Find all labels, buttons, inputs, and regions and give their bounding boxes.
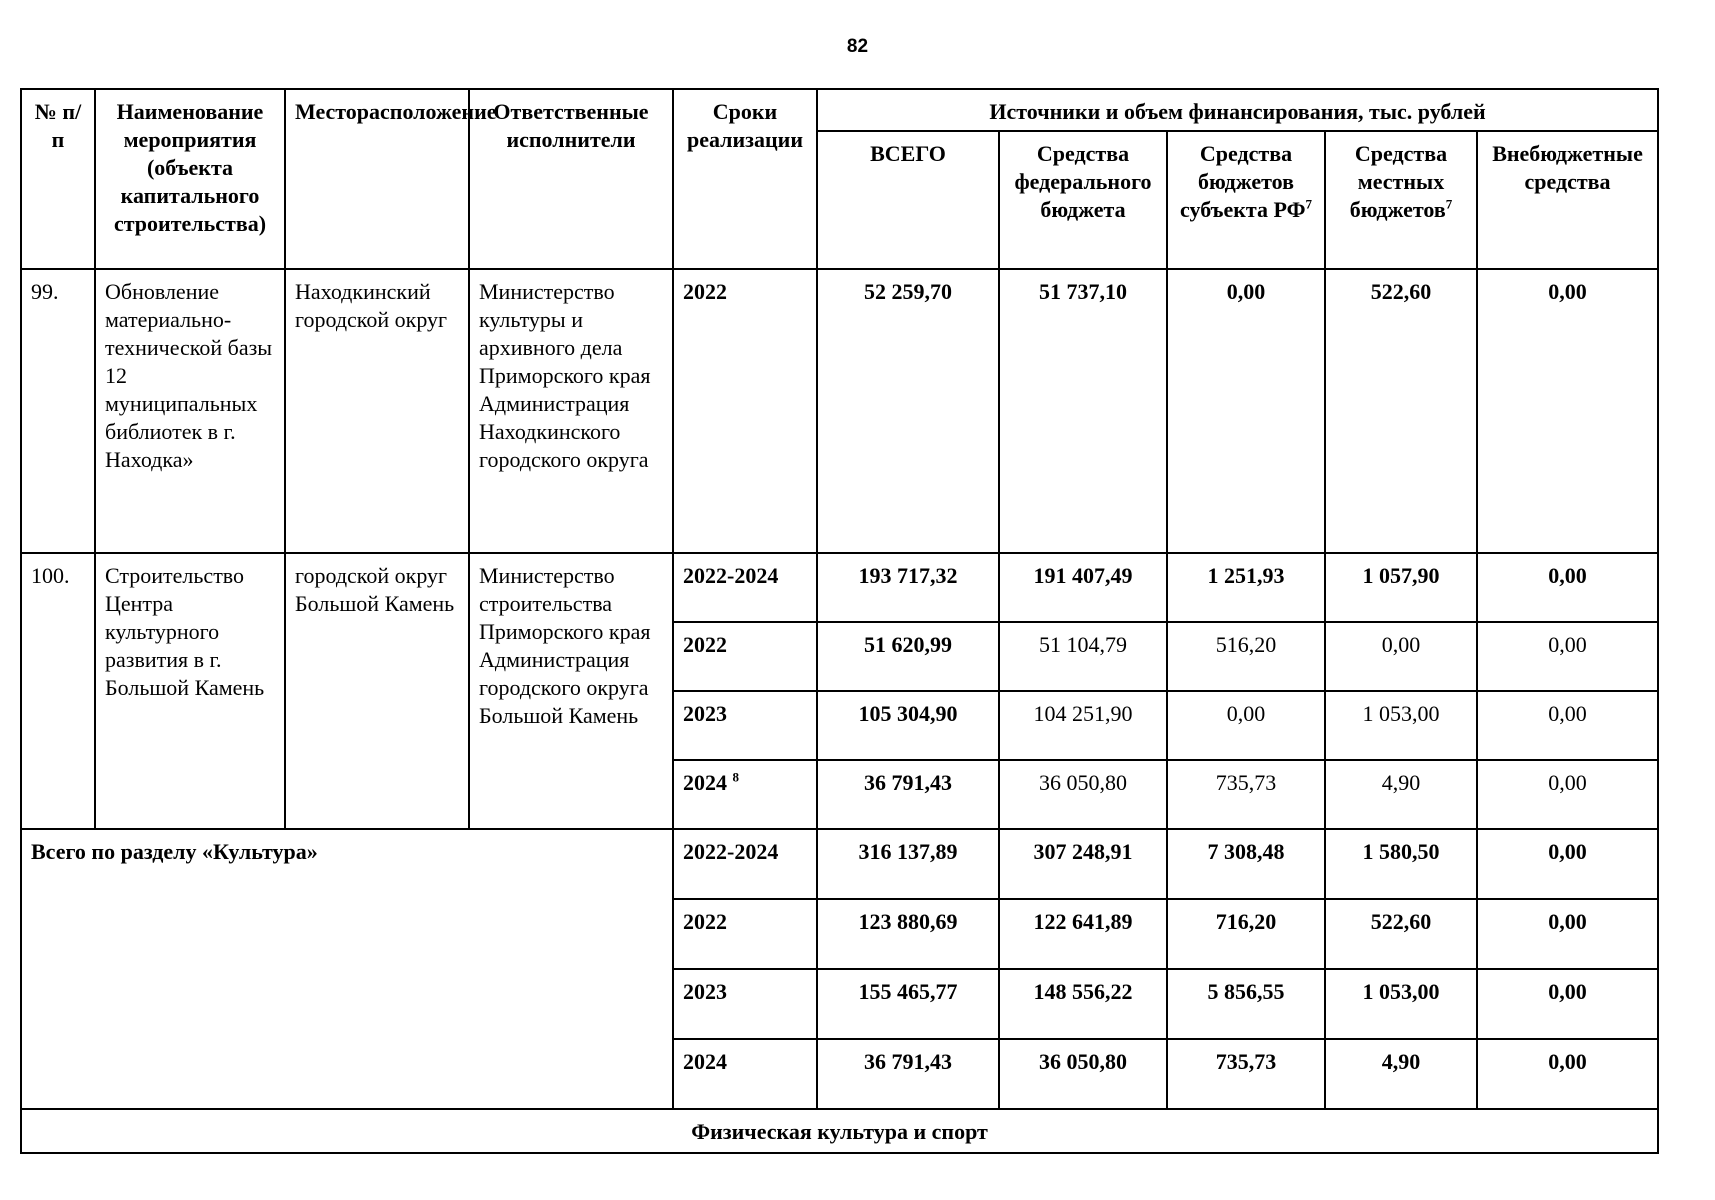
row-total: 105 304,90 <box>817 691 999 760</box>
row-extra: 0,00 <box>1477 553 1658 622</box>
total-extra: 0,00 <box>1477 1039 1658 1109</box>
header-funding-group: Источники и объем финансирования, тыс. рублей <box>817 89 1658 131</box>
row-federal: 36 050,80 <box>999 760 1167 829</box>
row-subject: 0,00 <box>1167 269 1325 553</box>
header-location: Месторасположение <box>285 89 469 269</box>
total-local: 1 053,00 <box>1325 969 1477 1039</box>
row-extra: 0,00 <box>1477 760 1658 829</box>
row-year-footnote: 8 <box>732 769 739 785</box>
total-label: Всего по разделу «Культура» <box>21 829 673 1109</box>
row-federal: 104 251,90 <box>999 691 1167 760</box>
table-row <box>21 553 1658 622</box>
header-row-1 <box>21 89 1658 131</box>
row-location: Находкинский городской округ <box>285 269 469 553</box>
total-extra: 0,00 <box>1477 969 1658 1039</box>
table-row <box>21 269 1658 553</box>
total-local: 1 580,50 <box>1325 829 1477 899</box>
total-federal: 36 050,80 <box>999 1039 1167 1109</box>
header-extra: Внебюджетные средства <box>1477 131 1658 269</box>
row-name: Обновление материально-технической базы 12 муниципальных библиотек в г. Находка» <box>95 269 285 553</box>
row-year-text: 2024 <box>683 770 727 795</box>
header-terms: Сроки реализации <box>673 89 817 269</box>
row-year: 2022-2024 <box>673 553 817 622</box>
total-extra: 0,00 <box>1477 899 1658 969</box>
row-responsible: Министерство культуры и архивного дела Приморского края Администрация Находкинского городского округа <box>469 269 673 553</box>
header-local-footnote: 7 <box>1445 196 1453 212</box>
header-total: ВСЕГО <box>817 131 999 269</box>
total-federal: 307 248,91 <box>999 829 1167 899</box>
row-year: 2022 <box>673 622 817 691</box>
page-number: 82 <box>846 36 869 57</box>
row-extra: 0,00 <box>1477 691 1658 760</box>
section-row <box>21 1109 1658 1153</box>
row-extra: 0,00 <box>1477 269 1658 553</box>
total-total: 36 791,43 <box>817 1039 999 1109</box>
row-year: 2022 <box>673 269 817 553</box>
row-total: 36 791,43 <box>817 760 999 829</box>
row-name: Строительство Центра культурного развития в г. Большой Камень <box>95 553 285 829</box>
header-local-text: Средства местных бюджетов <box>1349 141 1448 222</box>
total-extra: 0,00 <box>1477 829 1658 899</box>
header-federal: Средства федерального бюджета <box>999 131 1167 269</box>
total-local: 4,90 <box>1325 1039 1477 1109</box>
row-subject: 735,73 <box>1167 760 1325 829</box>
header-name: Наименование мероприятия (объекта капитального строительства) <box>95 89 285 269</box>
row-subject: 0,00 <box>1167 691 1325 760</box>
row-total: 193 717,32 <box>817 553 999 622</box>
row-federal: 51 737,10 <box>999 269 1167 553</box>
total-subject: 735,73 <box>1167 1039 1325 1109</box>
row-total: 52 259,70 <box>817 269 999 553</box>
total-subject: 7 308,48 <box>1167 829 1325 899</box>
header-responsible: Ответственные исполнители <box>469 89 673 269</box>
row-responsible: Министерство строительства Приморского края Администрация городского округа Большой Камень <box>469 553 673 829</box>
total-year: 2022-2024 <box>673 829 817 899</box>
row-subject: 516,20 <box>1167 622 1325 691</box>
total-subject: 716,20 <box>1167 899 1325 969</box>
total-federal: 122 641,89 <box>999 899 1167 969</box>
row-year: 2023 <box>673 691 817 760</box>
row-extra: 0,00 <box>1477 622 1658 691</box>
total-year: 2024 <box>673 1039 817 1109</box>
total-year: 2023 <box>673 969 817 1039</box>
row-federal: 51 104,79 <box>999 622 1167 691</box>
row-num: 99. <box>21 269 95 553</box>
total-local: 522,60 <box>1325 899 1477 969</box>
row-local: 4,90 <box>1325 760 1477 829</box>
total-row <box>21 829 1658 899</box>
row-total: 51 620,99 <box>817 622 999 691</box>
total-subject: 5 856,55 <box>1167 969 1325 1039</box>
header-num: № п/п <box>21 89 95 269</box>
header-subject-footnote: 7 <box>1305 196 1312 212</box>
row-local: 522,60 <box>1325 269 1477 553</box>
row-location: городской округ Большой Камень <box>285 553 469 829</box>
row-federal: 191 407,49 <box>999 553 1167 622</box>
total-total: 123 880,69 <box>817 899 999 969</box>
row-year <box>673 760 817 829</box>
row-subject: 1 251,93 <box>1167 553 1325 622</box>
total-total: 316 137,89 <box>817 829 999 899</box>
header-subject <box>1167 131 1325 269</box>
row-num: 100. <box>21 553 95 829</box>
header-local <box>1325 131 1477 269</box>
section-title: Физическая культура и спорт <box>21 1109 1658 1153</box>
total-total: 155 465,77 <box>817 969 999 1039</box>
total-year: 2022 <box>673 899 817 969</box>
total-federal: 148 556,22 <box>999 969 1167 1039</box>
row-local: 0,00 <box>1325 622 1477 691</box>
row-local: 1 053,00 <box>1325 691 1477 760</box>
row-local: 1 057,90 <box>1325 553 1477 622</box>
header-subject-text: Средства бюджетов субъекта РФ <box>1180 141 1306 222</box>
funding-table <box>20 88 1659 1154</box>
